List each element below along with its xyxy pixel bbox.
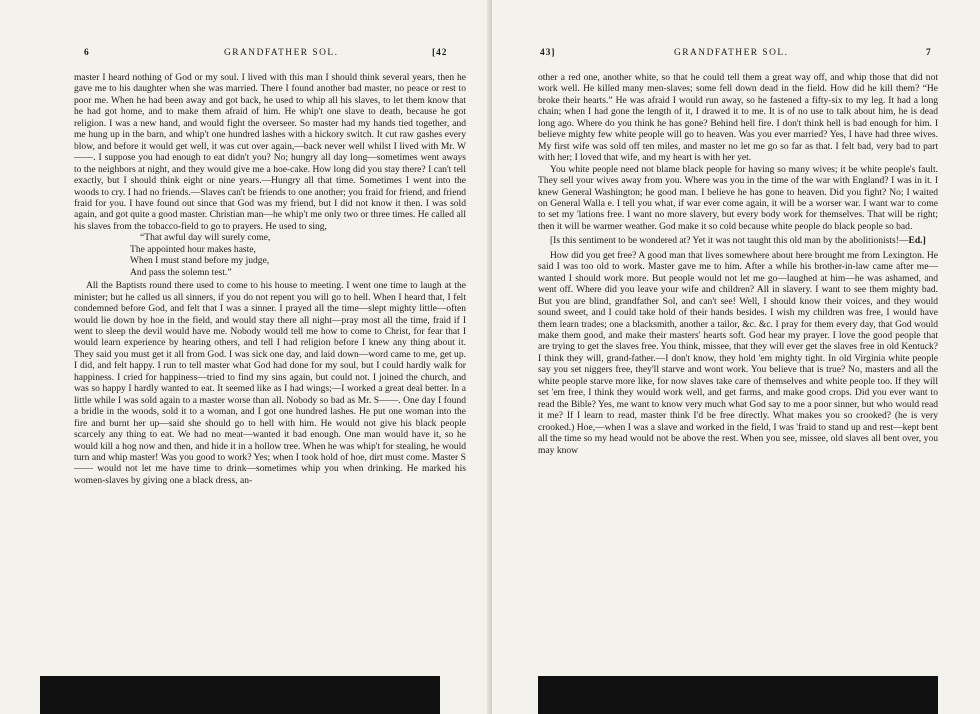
editor-note-text: [Is this sentiment to be wondered at? Yet it was not taught this old man by the abolitionists!— (550, 235, 909, 247)
right-running-head: GRANDFATHER SOL. (674, 48, 789, 58)
hymn-line: The appointed hour makes haste, (130, 243, 256, 255)
hymn-line: When I must stand before my judge, (130, 255, 270, 267)
left-running-head: GRANDFATHER SOL. (224, 48, 339, 58)
editor-note-signature: Ed.] (908, 235, 926, 247)
hymn-quote (130, 232, 466, 278)
editor-note (538, 235, 938, 246)
left-page-header (74, 48, 466, 62)
paragraph: other a red one, another white, so that he could tell them a great way off, and whip those that did not work well. He killed many men-slaves; some fell down dead in the field. How did he kill them? “He broke their hearts.” He was afraid I would run away, so he fastened a fifty-six to my leg. It had a long chain; when I had gone the length of it, I drawed it to me. It is of no use to talk about him, he is dead long ago. Where do you think he has gone? Behind hell fire. I don't think hell is bad enough for him. I believe mighty few white people will go to heaven. Was you ever married? Yes, I have had three wives. My first wife was sold off ten miles, and master no let me go so far as that. I felt bad, very bad to part with her; I loved that wife, and my heart is with her yet. (538, 72, 938, 164)
left-page-number: 6 (84, 48, 90, 58)
right-section-mark: 43] (540, 48, 556, 58)
scan-margin-bar (538, 676, 938, 714)
hymn-line: And pass the solemn test.” (130, 266, 232, 278)
paragraph: How did you get free? A good man that lives somewhere about here brought me from Lexington. He said I was too old to work. Master gave me to him. After a while his brother-in-law came after me—wanted I should work more. But people would not let me go—laughed at him—he was ashamed, and went off. Where did you leave your wife and children? All in slavery. I want to see them mighty bad. But you are blind, grandfather Sol, and can't see! Well, I should know their voices, and they would sound sweet, and I could take hold of their hands besides. I wish my children was free, I would have them learn trades; one a blacksmith, another a tailor, &c. &c. I pray for them every day, that God would make them good, and make their masters' hearts soft. God hear my prayer. I love the good people that are trying to get the slaves free. You think, missee, that they will ever get the slaves free in old Kentuck? I think they will, grand-father.—I don't know, they hold 'em mighty tight. In old Virginia white people say you set niggers free, they'll starve and wont work. You believe that is true? No, masters and all the white people starve more like, for now slaves take care of themselves and white people too. If they will set 'em free, I think they would work well, and get farms, and make good crops. Did you ever want to read the Bible? Yes, me want to know very much what God say to me a poor sinner, but who would read it me? If I learn to read, master think I'd be free directly. What makes you so crooked? (he is very crooked.) Hoe,—when I was a slave and worked in the field, I was 'fraid to stand up and rest—kept bent all the time so my head would not be above the rest. When you see, missee, old slaves all bent over, you may know (538, 249, 938, 456)
right-page-number: 7 (926, 48, 932, 58)
left-section-mark: [42 (432, 48, 448, 58)
right-page-text (538, 72, 938, 456)
scan-margin-bar (40, 676, 440, 714)
right-page-header (538, 48, 938, 62)
left-page-text (74, 72, 466, 486)
paragraph: All the Baptists round there used to come to his house to meeting. I went one time to laugh at the minister; but he called us all sinners, if you do not repent you will go to hell. When I heard that, I felt condemned before God, and felt that I was a sinner. I prayed all the time—slept mighty little—often would lie down by hoe in the field, and would stay there all night—pray most all the time, fraid if I went to sleep the devil would have me. Nobody would tell me how to come to Christ, for fear that I would learn experience by hearing others, and tell I had religion before I knew any thing about it. They said you must get it all from God. I was sick one day, and laid down—word came to me, get up. I did, and felt happy. I run to tell master what God had done for my soul, but I could hardly walk for happiness. I cried for happiness—tried to find my sins again, but could not. I joined the church, and was so happy I hardly wanted to eat. It seemed like as I had wings;—I worked a great deal better. In a little while I was sold again to a master worse than all. Nobody so bad as Mr. S——. One day I found a bridle in the woods, sold it to a woman, and I got one hundred lashes. He put one woman into the fire and burnt her up—said she should go to hell with him. He would not give his black people scarcely any thing to eat. We had no meat—wanted it bad enough. One man would have it, so he would kill a hog now and then, and hide it in a hollow tree. When he was whip't for stealing, he would turn and whip master! Was you good to work? Yes; when I took hold of hoe, dirt must come. Master S—— would not let me have time to drink—sometimes whip you when drinking. He marked his women-slaves by giving one a black dress, an- (74, 280, 466, 486)
paragraph: master I heard nothing of God or my soul. I lived with this man I should think several years, then he gave me to his daughter when she was married. There I found another bad master, no peace or rest to poor me. When he had been away and got back, he used to whip all his slaves, to let them know that he had got home, and to make them afraid of him. He whip't one slave to death, because he got religion. I was a new hand, and would fight the overseer. So master had my hands tied together, and me hung up in the barn, and whip't one hundred lashes with a hickory switch. It cut raw gashes every blow, and before it would get well, it was cut over again,—back never well whilst I lived with Mr. W——. I suppose you had enough to eat didn't you? No; hungry all day long—sometimes went aways to the neighbors at night, and they would give me a hoe-cake. How long did you stay there? I can't tell exactly, but I should think eight or nine years.—Hungry all that time. Sometimes I went into the woods to cry. I had no friends.—Slaves can't be friends to one another; you fraid for friend, and friend fraid for you. I have found out since that God was my friend, but I did not know it then. I was sold again, and got quite a good master. Christian man—he whip't me only two or three times. He called all his slaves from the tobacco-field to go to prayers. He used to sing, (74, 72, 466, 232)
hymn-line: “That awful day will surely come, (140, 232, 271, 244)
paragraph: You white people need not blame black people for having so many wives; it be white people's fault. They sell your wives away from you. Where was you in the time of the war with England? I was in it. I knew General Washington; he good man. I believe he has gone to heaven. Did you fight? No; I waited on General Walla e. I tell you what, if war ever come again, it will be a worser war. I want war to come to set my 'lations free. I want no more slavery, but every body work for themselves. That will be right; then it will be warmer weather. God make it so cold because white people do black people so bad. (538, 163, 938, 232)
